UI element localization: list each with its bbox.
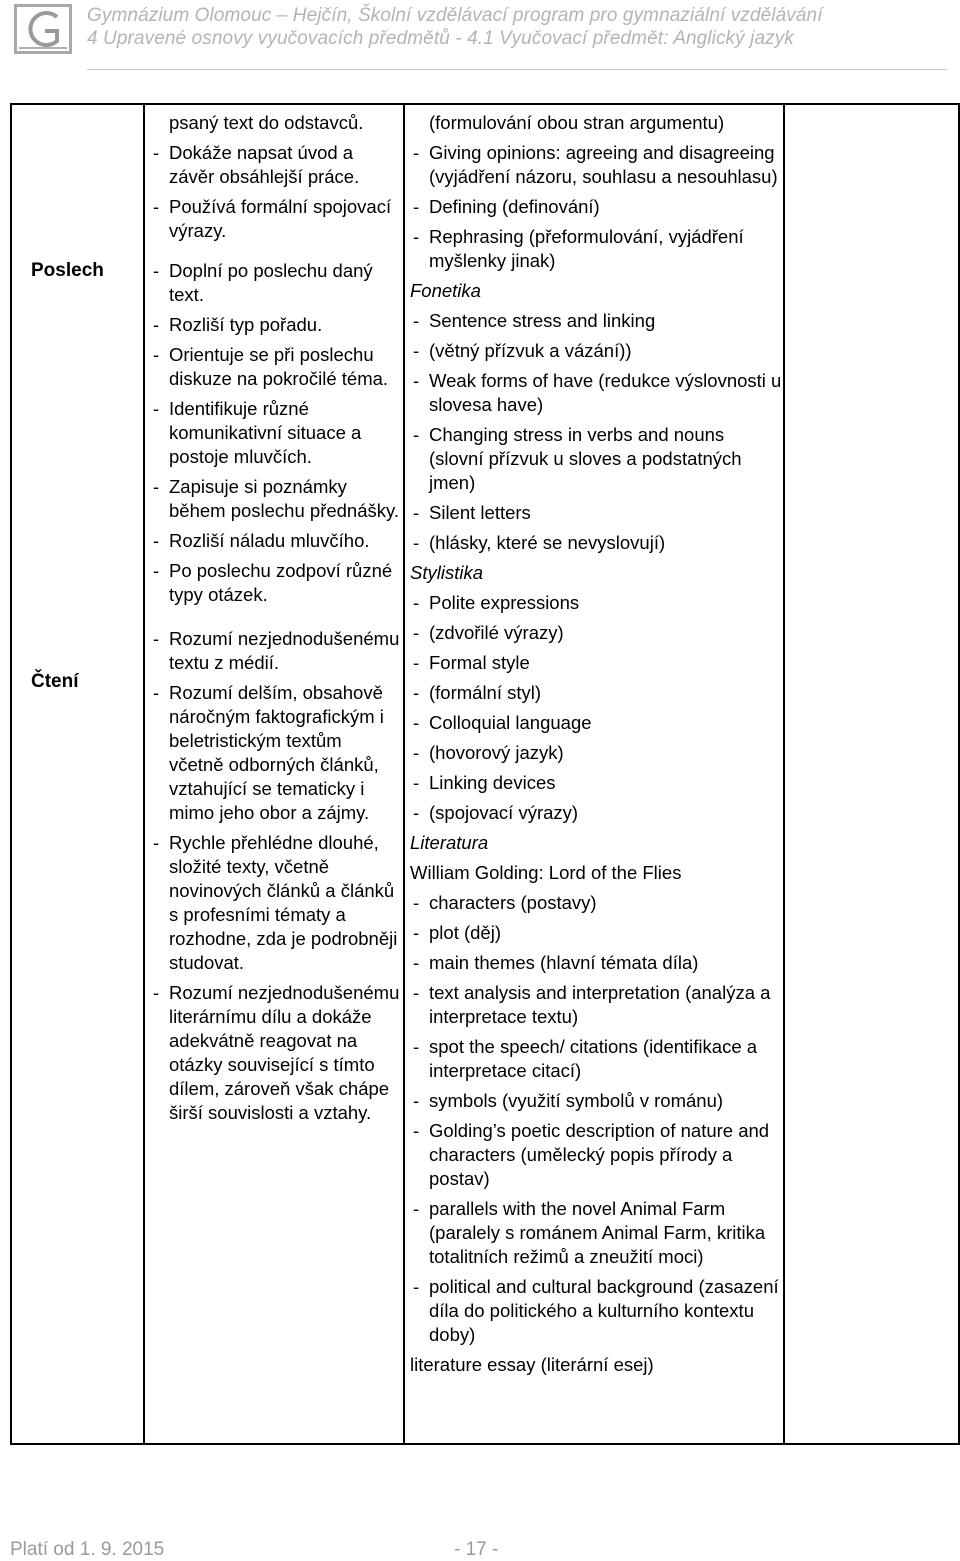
section-heading-stylistika: Stylistika xyxy=(410,562,483,583)
row-label-poslech: Poslech xyxy=(31,260,104,281)
school-logo-icon xyxy=(14,4,72,54)
outcome-item: - Rozumí nezjednodušenému literárnímu dílu a dokáže adekvátně reagovat na otázky související s tímto dílem, zároveň však chápe širší souvislosti a vztahy. xyxy=(153,982,400,1123)
content-item: - Defining (definování) xyxy=(413,196,600,217)
content-item: - main themes (hlavní témata díla) xyxy=(413,952,699,973)
section-heading-fonetika: Fonetika xyxy=(410,280,481,301)
content-item: - spot the speech/ citations (identifikace a interpretace citací) xyxy=(413,1036,758,1081)
outcome-item: - Používá formální spojovací výrazy. xyxy=(153,196,392,241)
table-border-top xyxy=(10,103,960,105)
content-item: - Formal style xyxy=(413,652,530,673)
content-item: - Giving opinions: agreeing and disagreeing (vyjádření názoru, souhlasu a nesouhlasu) xyxy=(413,142,778,187)
content-item: - plot (děj) xyxy=(413,922,501,943)
content-item: - Polite expressions xyxy=(413,592,580,613)
footer-page-number: - 17 - xyxy=(454,1539,499,1560)
table-divider-1 xyxy=(143,103,145,1445)
content-line: literature essay (literární esej) xyxy=(410,1354,654,1375)
outcome-item: - Rozliší náladu mluvčího. xyxy=(153,530,370,551)
outcome-item: - Rozliší typ pořadu. xyxy=(153,314,323,335)
content-item: - (větný přízvuk a vázání)) xyxy=(413,340,632,361)
content-item: - Rephrasing (přeformulování, vyjádření myšlenky jinak) xyxy=(413,226,744,271)
content-item: - parallels with the novel Animal Farm (paralely s románem Animal Farm, kritika totalitních režimů a zneužití moci) xyxy=(413,1198,766,1267)
book-title: William Golding: Lord of the Flies xyxy=(410,862,682,883)
outcome-item: - Identifikuje různé komunikativní situace a postoje mluvčích. xyxy=(153,398,362,467)
content-item: - (zdvořilé výrazy) xyxy=(413,622,564,643)
outcome-item: - Po poslechu zodpoví různé typy otázek. xyxy=(153,560,393,605)
table-divider-2 xyxy=(403,103,405,1445)
outcome-item: - Zapisuje si poznámky během poslechu přednášky. xyxy=(153,476,400,521)
outcome-item: - Rozumí nezjednodušenému textu z médií. xyxy=(153,628,400,673)
table-border-bottom xyxy=(10,1443,960,1445)
content-item: - (hlásky, které se nevyslovují) xyxy=(413,532,666,553)
content-item: - Sentence stress and linking xyxy=(413,310,656,331)
content-item: - Colloquial language xyxy=(413,712,592,733)
section-heading-literatura: Literatura xyxy=(410,832,489,853)
content-line: (formulování obou stran argumentu) xyxy=(429,112,725,133)
content-item: - Golding’s poetic description of nature and characters (umělecký popis přírody a postav) xyxy=(413,1120,770,1189)
content-item: - (hovorový jazyk) xyxy=(413,742,564,763)
table-border-left xyxy=(10,103,12,1445)
content-item: - text analysis and interpretation (analýza a interpretace textu) xyxy=(413,982,771,1027)
outcomes-column xyxy=(150,111,400,1125)
footer-valid-from: Platí od 1. 9. 2015 xyxy=(10,1539,165,1560)
header-school-title: Gymnázium Olomouc – Hejčín, Školní vzdělávací program pro gymnaziální vzdělávání xyxy=(87,5,823,26)
content-item: - characters (postavy) xyxy=(413,892,597,913)
content-item: - political and cultural background (zasazení díla do politického a kulturního kontextu doby) xyxy=(413,1276,779,1345)
content-column xyxy=(410,111,782,1377)
content-item: - Changing stress in verbs and nouns (slovní přízvuk u sloves a podstatných jmen) xyxy=(413,424,742,493)
header-divider xyxy=(87,69,947,70)
outcome-item: - Doplní po poslechu daný text. xyxy=(153,260,373,305)
outcome-intro: psaný text do odstavců. xyxy=(169,112,364,133)
outcome-item: - Orientuje se při poslechu diskuze na pokročilé téma. xyxy=(153,344,389,389)
content-item: - (spojovací výrazy) xyxy=(413,802,579,823)
content-item: - Silent letters xyxy=(413,502,531,523)
page-header xyxy=(0,0,960,72)
curriculum-table xyxy=(10,103,960,1445)
outcome-item: - Rozumí delším, obsahově náročným faktografickým i beletristickým textům včetně odborných článků, vztahující se tematicky i mimo jeho obor a zájmy. xyxy=(153,682,384,823)
outcome-item: - Rychle přehlédne dlouhé, složité texty, včetně novinových článků a článků s profesními tématy a rozhodne, zda je podrobněji studovat. xyxy=(153,832,398,973)
outcome-item: - Dokáže napsat úvod a závěr obsáhlejší práce. xyxy=(153,142,360,187)
content-item: - Linking devices xyxy=(413,772,556,793)
content-item: - symbols (využití symbolů v románu) xyxy=(413,1090,724,1111)
row-label-cteni: Čtení xyxy=(31,671,79,692)
table-divider-3 xyxy=(783,103,785,1445)
content-item: - Weak forms of have (redukce výslovnosti u slovesa have) xyxy=(413,370,782,415)
content-item: - (formální styl) xyxy=(413,682,542,703)
header-subject-title: 4 Upravené osnovy vyučovacích předmětů - 4.1 Vyučovací předmět: Anglický jazyk xyxy=(87,28,794,49)
